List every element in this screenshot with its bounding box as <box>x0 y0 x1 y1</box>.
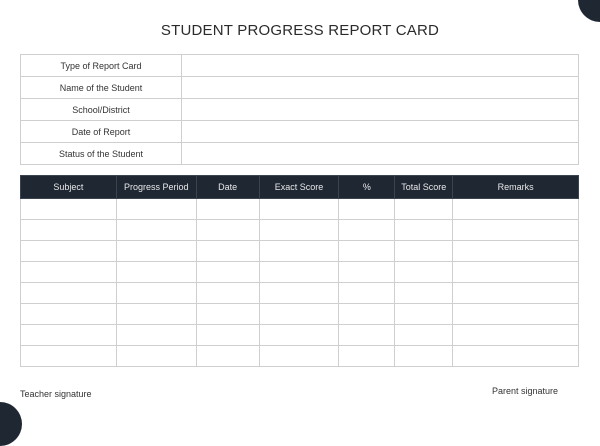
column-header-percent: % <box>339 176 395 199</box>
info-label: Status of the Student <box>21 143 182 165</box>
cell-exact-score[interactable] <box>259 220 339 241</box>
column-header-subject: Subject <box>21 176 117 199</box>
table-row <box>21 283 579 304</box>
cell-exact-score[interactable] <box>259 283 339 304</box>
table-row <box>21 241 579 262</box>
cell-remarks[interactable] <box>453 262 579 283</box>
cell-remarks[interactable] <box>453 199 579 220</box>
cell-total-score[interactable] <box>395 220 453 241</box>
cell-total-score[interactable] <box>395 283 453 304</box>
decorative-corner-circle-bottom-left <box>0 402 22 446</box>
cell-subject[interactable] <box>21 325 117 346</box>
cell-remarks[interactable] <box>453 304 579 325</box>
info-value-field[interactable] <box>182 143 579 165</box>
cell-subject[interactable] <box>21 283 117 304</box>
cell-exact-score[interactable] <box>259 325 339 346</box>
parent-signature-label: Parent signature <box>492 386 559 396</box>
column-header-exact-score: Exact Score <box>259 176 339 199</box>
cell-total-score[interactable] <box>395 304 453 325</box>
info-value-field[interactable] <box>182 55 579 77</box>
cell-remarks[interactable] <box>453 346 579 367</box>
cell-progress-period[interactable] <box>116 325 196 346</box>
cell-progress-period[interactable] <box>116 220 196 241</box>
cell-progress-period[interactable] <box>116 199 196 220</box>
cell-date[interactable] <box>196 241 259 262</box>
info-label: Type of Report Card <box>21 55 182 77</box>
cell-progress-period[interactable] <box>116 283 196 304</box>
column-header-total-score: Total Score <box>395 176 453 199</box>
cell-remarks[interactable] <box>453 220 579 241</box>
progress-table <box>20 175 579 367</box>
cell-subject[interactable] <box>21 220 117 241</box>
page-title: STUDENT PROGRESS REPORT CARD <box>160 22 440 39</box>
cell-percent[interactable] <box>339 325 395 346</box>
cell-total-score[interactable] <box>395 262 453 283</box>
cell-date[interactable] <box>196 220 259 241</box>
cell-progress-period[interactable] <box>116 346 196 367</box>
cell-subject[interactable] <box>21 241 117 262</box>
cell-exact-score[interactable] <box>259 304 339 325</box>
cell-subject[interactable] <box>21 346 117 367</box>
column-header-remarks: Remarks <box>453 176 579 199</box>
info-label: School/District <box>21 99 182 121</box>
info-value-field[interactable] <box>182 77 579 99</box>
info-value-field[interactable] <box>182 99 579 121</box>
cell-remarks[interactable] <box>453 283 579 304</box>
info-value-field[interactable] <box>182 121 579 143</box>
info-row <box>21 121 579 143</box>
cell-percent[interactable] <box>339 283 395 304</box>
cell-progress-period[interactable] <box>116 262 196 283</box>
cell-date[interactable] <box>196 199 259 220</box>
progress-table-header <box>21 176 579 199</box>
cell-progress-period[interactable] <box>116 304 196 325</box>
cell-date[interactable] <box>196 283 259 304</box>
cell-date[interactable] <box>196 346 259 367</box>
cell-date[interactable] <box>196 304 259 325</box>
info-row <box>21 77 579 99</box>
cell-exact-score[interactable] <box>259 262 339 283</box>
info-label: Date of Report <box>21 121 182 143</box>
info-row <box>21 99 579 121</box>
info-label: Name of the Student <box>21 77 182 99</box>
cell-date[interactable] <box>196 262 259 283</box>
cell-percent[interactable] <box>339 241 395 262</box>
cell-exact-score[interactable] <box>259 346 339 367</box>
cell-subject[interactable] <box>21 304 117 325</box>
cell-subject[interactable] <box>21 262 117 283</box>
decorative-corner-circle-top-right <box>578 0 600 22</box>
column-header-progress-period: Progress Period <box>116 176 196 199</box>
student-info-table <box>20 54 579 165</box>
cell-percent[interactable] <box>339 199 395 220</box>
table-row <box>21 199 579 220</box>
table-row <box>21 304 579 325</box>
cell-date[interactable] <box>196 325 259 346</box>
cell-percent[interactable] <box>339 346 395 367</box>
cell-total-score[interactable] <box>395 241 453 262</box>
cell-percent[interactable] <box>339 220 395 241</box>
info-row <box>21 143 579 165</box>
column-header-date: Date <box>196 176 259 199</box>
cell-total-score[interactable] <box>395 346 453 367</box>
cell-remarks[interactable] <box>453 325 579 346</box>
table-row <box>21 346 579 367</box>
table-row <box>21 262 579 283</box>
cell-percent[interactable] <box>339 304 395 325</box>
cell-remarks[interactable] <box>453 241 579 262</box>
table-row <box>21 220 579 241</box>
cell-total-score[interactable] <box>395 199 453 220</box>
table-row <box>21 325 579 346</box>
cell-exact-score[interactable] <box>259 241 339 262</box>
cell-progress-period[interactable] <box>116 241 196 262</box>
info-row <box>21 55 579 77</box>
cell-subject[interactable] <box>21 199 117 220</box>
teacher-signature-label: Teacher signature <box>20 389 92 399</box>
cell-percent[interactable] <box>339 262 395 283</box>
cell-total-score[interactable] <box>395 325 453 346</box>
cell-exact-score[interactable] <box>259 199 339 220</box>
